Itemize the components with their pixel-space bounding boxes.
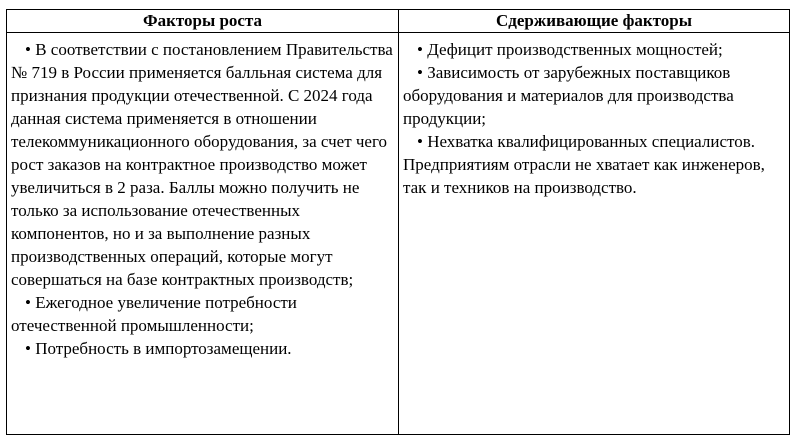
constraining-factor-item: • Зависимость от зарубежных поставщиков оборудования и материалов для производства продукции; — [403, 63, 734, 128]
constraining-factor-item: • Нехватка квалифицированных специалистов. Предприятиям отрасли не хватает как инженеров, так и техников на производство. — [403, 132, 765, 197]
constraining-factor-item: • Дефицит производственных мощностей; — [417, 40, 723, 59]
factors-table — [6, 9, 790, 435]
growth-factors-cell — [7, 33, 399, 435]
growth-factor-item: • В соответствии с постановлением Правительства № 719 в России применяется балльная система для признания продукции отечественной. С 2024 года данная система применяется в отношении телекоммуникационного оборудования, за счет чего рост заказов на контрактное производство может увеличиться в 2 раза. Баллы можно получить не только за использование отечественных компонентов, но и за выполнение разных производственных операций, которые могут совершаться на базе контрактных производств; — [11, 40, 393, 289]
growth-factor-item: • Ежегодное увеличение потребности отечественной промышленности; — [11, 293, 297, 335]
header-constraining-factors: Сдерживающие факторы — [399, 10, 790, 33]
table-header-row — [7, 10, 790, 33]
growth-factor-item: • Потребность в импортозамещении. — [25, 339, 292, 358]
constraining-factors-cell — [399, 33, 790, 435]
table-row — [7, 33, 790, 435]
header-growth-factors: Факторы роста — [7, 10, 399, 33]
